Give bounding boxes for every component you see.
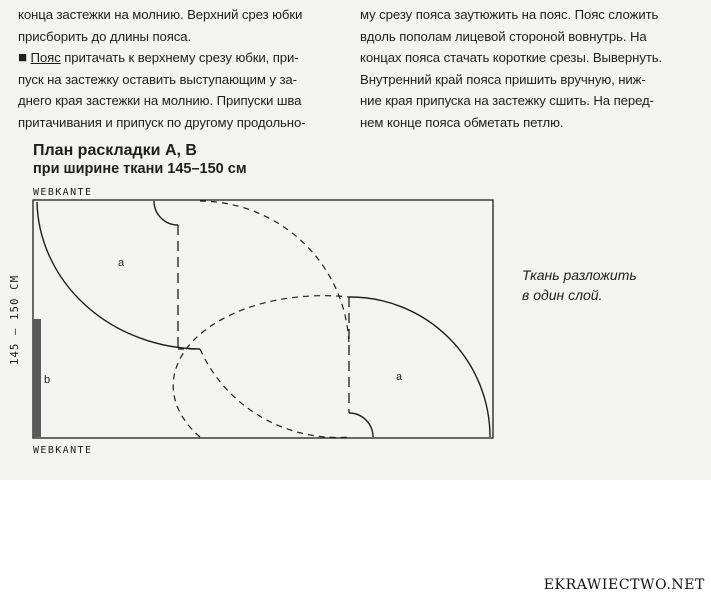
plan-subtitle-line: при ширине ткани 145–150 см [33, 161, 247, 177]
bullet-square-icon: ■ [18, 49, 27, 66]
instruction-line: нем конце пояса обметать петлю. [360, 114, 564, 130]
instruction-line: конца застежки на молнию. Верхний срез юбки [18, 7, 303, 22]
instruction-line: му срезу пояса заутюжить на пояс. Пояс сложить [360, 7, 659, 22]
piece-a-left-hem [37, 202, 200, 349]
mirrored-dashed-arc-top [200, 201, 349, 349]
instruction-line: пуск на застежку оставить выступающим у за- [18, 71, 297, 87]
instruction-line: Внутренний край пояса пришить вручную, ниж- [360, 71, 646, 87]
instruction-line: вдоль пополам лицевой стороной вовнутрь. На [360, 28, 647, 44]
piece-a-right-hem [349, 297, 490, 437]
piece-b-label: b [44, 374, 51, 386]
instruction-line: ние края припуска на застежку сшить. На перед- [360, 93, 654, 108]
plan-title-line: План раскладки А, В [33, 142, 197, 159]
mirrored-dashed-arc-bottom [200, 349, 349, 437]
note-line: Ткань разложить [522, 267, 637, 283]
instruction-line: концах пояса стачать короткие срезы. Вывернуть. [360, 50, 663, 65]
piece-a-left-label: a [118, 257, 125, 269]
note-line: в один слой. [522, 287, 603, 303]
instruction-text: притачать к верхнему срезу юбки, при- [60, 50, 299, 65]
instruction-line: присборить до длины пояса. [18, 28, 192, 44]
section-keyword: Пояс [30, 50, 61, 65]
instruction-line: днего края застежки на молнию. Припуски шва [18, 93, 302, 108]
selvage-label-top: WEBKANTE [33, 187, 93, 198]
fabric-width-label: 145 – 150 CM [9, 274, 21, 365]
selvage-label-bottom: WEBKANTE [33, 445, 93, 456]
instruction-line: притачивания и припуск по другому продольно- [18, 114, 306, 130]
mirrored-dashed-arc-middle [173, 296, 349, 437]
site-watermark: EKRAWIECTWO.NET [543, 577, 705, 593]
piece-b-waistband [33, 319, 41, 437]
piece-a-right-waist [349, 413, 373, 437]
piece-a-left-waist [154, 201, 178, 225]
piece-a-right-label: a [396, 371, 403, 383]
layout-note [522, 265, 637, 305]
